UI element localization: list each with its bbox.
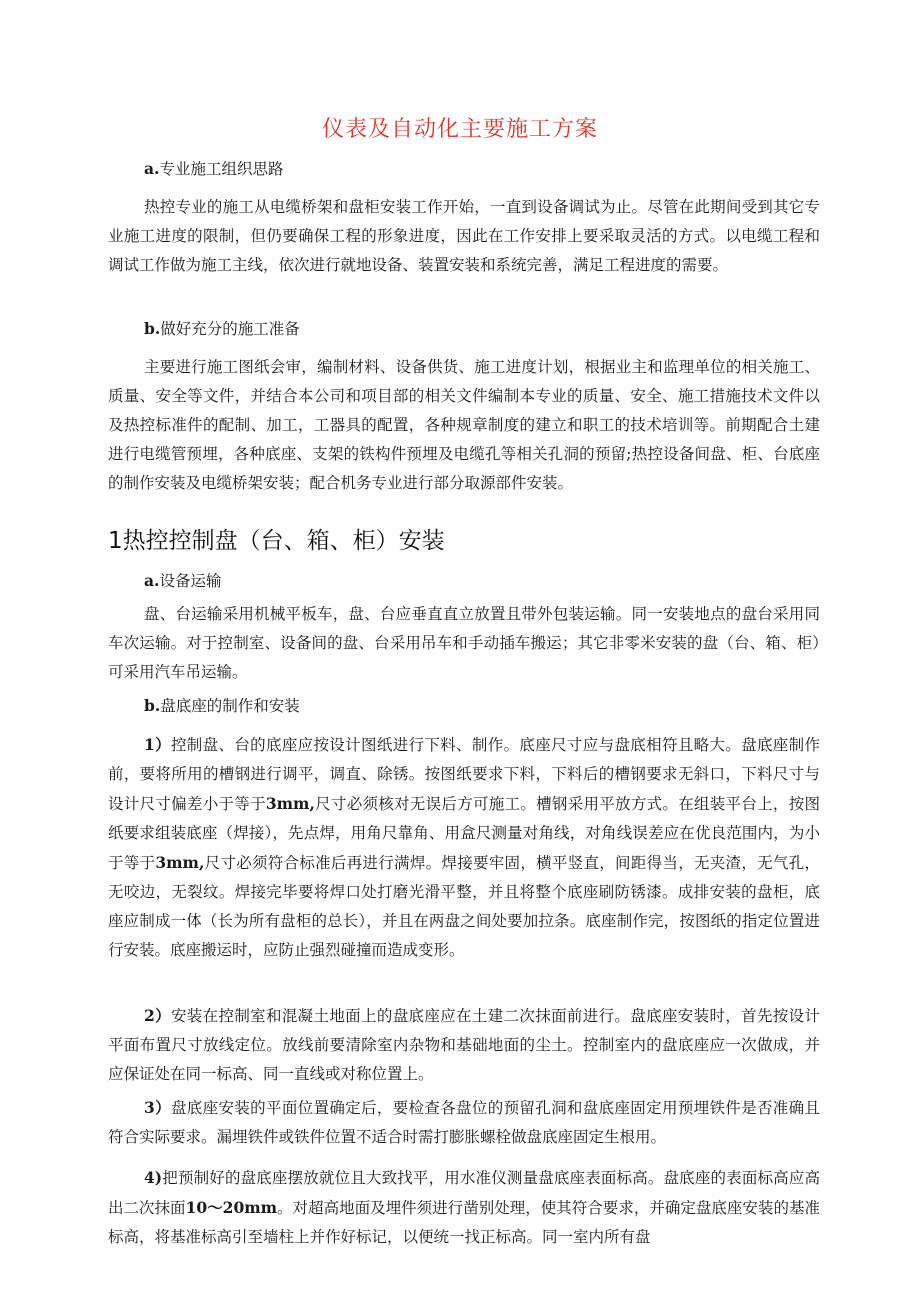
item-text: 尺寸必须符合标准后再进行满焊。焊接要牢固，横平竖直，间距得当，无夹渣，无气孔，无咬边，无裂纹。焊接完毕要将焊口处打磨光滑平整，并且将整个底座刷防锈漆。成排安装的盘柜，底座应制成一体（长为所有盘柜的总长），并且在两盘之间处要加拉条。底座制作完，按图纸的指定位置进行安装。底座搬运时，应防止强烈碰撞而造成变形。 xyxy=(108,854,820,959)
item-number: 4) xyxy=(144,1168,163,1187)
paragraph-item-2 xyxy=(108,1001,820,1089)
paragraph-item-4 xyxy=(108,1163,820,1252)
subheading-b-base-fabrication xyxy=(144,695,300,717)
subheading-marker: b. xyxy=(144,319,161,338)
paragraph-item-3 xyxy=(108,1093,820,1152)
item-text: 控制盘、台的底座应按设计图纸进行下料、制作。底座尺寸应与盘底相符且略大。盘底座制作前，要将所用的槽钢进行调平，调直、除锈。按图纸要求下料，下料后的槽钢要求无斜口，下料尺寸与设计尺寸偏差小于等于 xyxy=(108,736,820,813)
item-text: 安装在控制室和混凝土地面上的盘底座应在土建二次抹面前进行。盘底座安装时，首先按设计平面布置尺寸放线定位。放线前要清除室内杂物和基础地面的尘土。控制室内的盘底座应一次做成，并应保证处在同一标高、同一直线或对称位置上。 xyxy=(108,1007,820,1083)
paragraph-preparation: 主要进行施工图纸会审，编制材料、设备供货、施工进度计划，根据业主和监理单位的相关施工、质量、安全等文件，并结合本公司和项目部的相关文件编制本专业的质量、安全、施工措施技术文件以及热控标准件的配制、加工，工器具的配置，各种规章制度的建立和职工的技术培训等。前期配合土建进行电缆管预埋，各种底座、支架的铁构件预埋及电缆孔等相关孔洞的预留;热控设备间盘、柜、台底座的制作安装及电缆桥架安装；配合机务专业进行部分取源部件安装。 xyxy=(108,358,820,492)
item-value: 3mm, xyxy=(265,794,315,813)
section-heading-panel-installation: 1热控控制盘（台、箱、柜）安装 xyxy=(108,528,445,554)
item-text: 尺寸必须核对无误后方可施工。槽钢采用平放方式。在组装平台上，按图纸要求组装底座（焊接），先点焊，用角尺靠角、用盒尺测量对角线，对角线误差应在优良范围内，为小于等于 xyxy=(108,795,820,872)
item-text: 把预制好的盘底座摆放就位且大致找平，用水准仪测量盘底座表面标高。盘底座的表面标高应高出二次抹面 xyxy=(108,1169,820,1217)
item-text: 盘底座安装的平面位置确定后，要检查各盘位的预留孔洞和盘底座固定用预埋铁件是否准确且符合实际要求。漏埋铁件或铁件位置不适合时需打膨胀螺栓做盘底座固定生根用。 xyxy=(108,1099,820,1146)
paragraph-transport: 盘、台运输采用机械平板车，盘、台应垂直直立放置且带外包装运输。同一安装地点的盘台采用同车次运输。对于控制室、设备间的盘、台采用吊车和手动插车搬运；其它非零米安装的盘（台、箱、柜）可采用汽车吊运输。 xyxy=(108,605,820,681)
item-number: 2） xyxy=(144,1006,171,1025)
subheading-a-construction-approach xyxy=(144,158,283,180)
subheading-a-transport xyxy=(144,570,221,592)
subheading-marker: a. xyxy=(144,571,160,590)
document-title: 仪表及自动化主要施工方案 xyxy=(321,117,598,142)
subheading-text: 设备运输 xyxy=(159,572,222,590)
item-number: 3） xyxy=(144,1098,171,1117)
item-text: 。对超高地面及埋件须进行凿别处理，使其符合要求，并确定盘底座安装的基准标高，将基准标高引至墙柱上并作好标记，以便统一找正标高。同一室内所有盘 xyxy=(108,1199,820,1246)
subheading-text: 做好充分的施工准备 xyxy=(160,320,300,338)
subheading-text: 盘底座的制作和安装 xyxy=(160,697,300,715)
item-value: 10～20mm xyxy=(185,1198,278,1217)
item-number: 1） xyxy=(144,735,171,754)
subheading-marker: b. xyxy=(144,696,161,715)
subheading-marker: a. xyxy=(144,159,160,178)
subheading-text: 专业施工组织思路 xyxy=(159,160,284,178)
subheading-b-preparation xyxy=(144,318,300,340)
paragraph-construction-approach: 热控专业的施工从电缆桥架和盘柜安装工作开始，一直到设备调试为止。尽管在此期间受到其它专业施工进度的限制，但仍要确保工程的形象进度，因此在工作安排上要采取灵活的方式。以电缆工程和调试工作做为施工主线，依次进行就地设备、装置安装和系统完善，满足工程进度的需要。 xyxy=(108,198,820,274)
item-value: 3mm, xyxy=(155,853,205,872)
paragraph-item-1 xyxy=(108,730,820,965)
